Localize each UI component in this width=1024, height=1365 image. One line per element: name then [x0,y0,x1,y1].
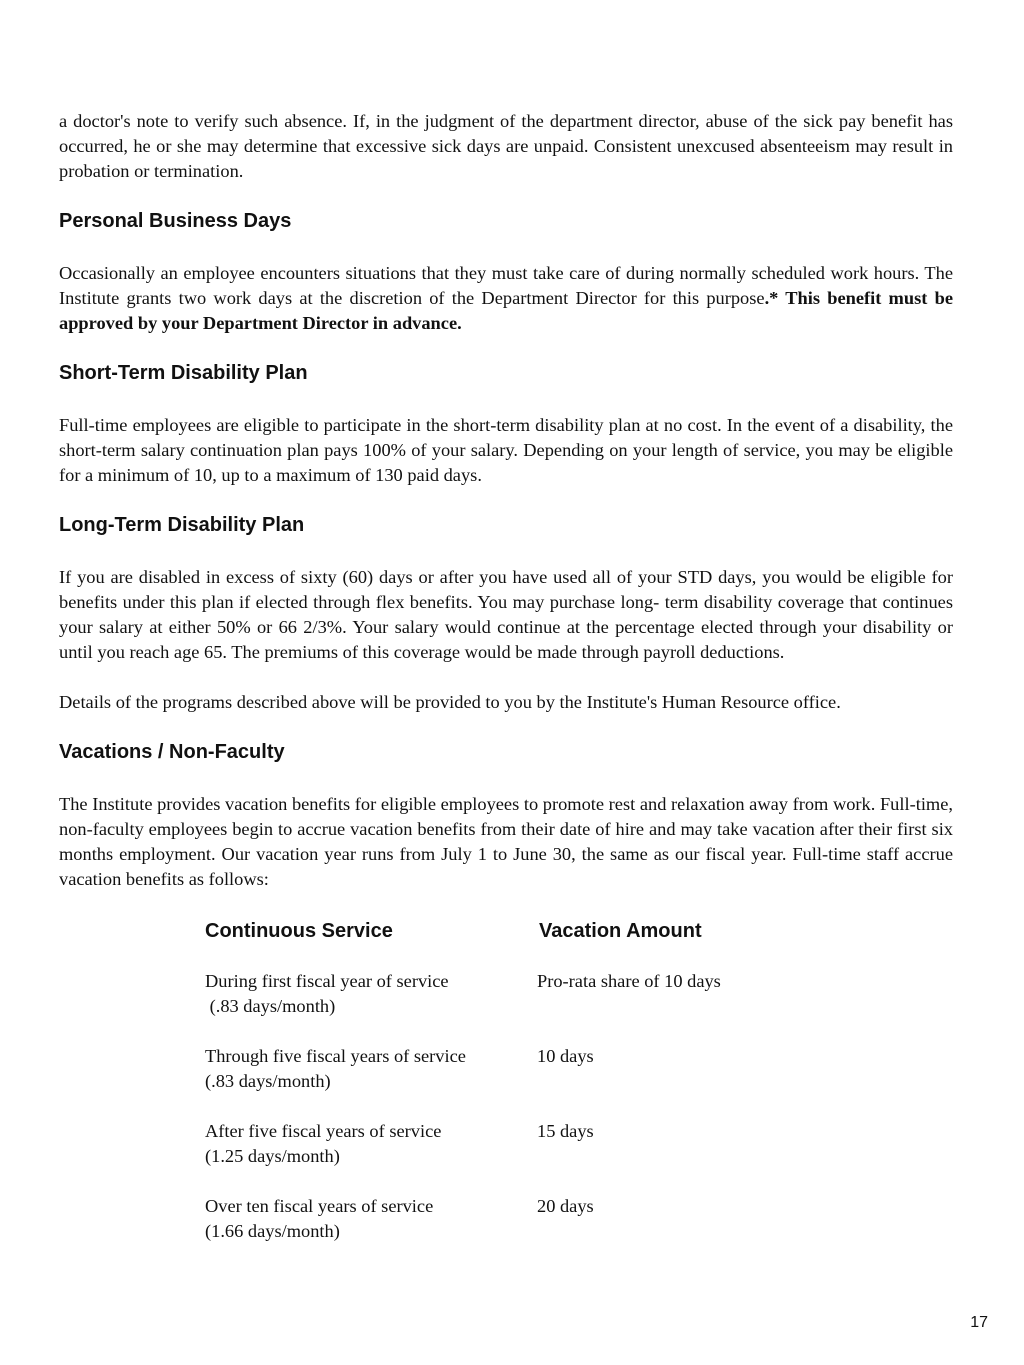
service-cell [205,969,537,1019]
continuous-service-header: Continuous Service [205,920,393,942]
table-row [205,1194,825,1244]
long-term-disability-heading: Long-Term Disability Plan [59,514,305,536]
personal-business-paragraph [59,261,953,336]
personal-business-heading: Personal Business Days [59,210,292,232]
vacation-amount-header: Vacation Amount [539,920,702,942]
vacations-paragraph: The Institute provides vacation benefits for eligible employees to promote rest and relaxation away from work. Full-time, non-faculty employees begin to accrue vacation benefits from their date of hire and may take vacation after their first six months employment. Our vacation year runs from July 1 to June 30, the same as our fiscal year. Full-time staff accrue vacation benefits as follows: [59,794,953,889]
personal-business-approval-note: .* This benefit must be approved by your Department Director in advance. [59,288,953,333]
accrual-rate: (.83 days/month) [205,1071,331,1091]
service-cell [205,1119,537,1169]
vacation-table [205,919,825,1244]
program-details-paragraph: Details of the programs described above will be provided to you by the Institute's Human Resource office. [59,692,841,712]
table-row [205,1119,825,1169]
vacation-amount: Pro-rata share of 10 days [537,971,721,991]
table-row [205,1044,825,1094]
page-number: 17 [970,1314,988,1331]
service-label: After five fiscal years of service [205,1121,442,1141]
accrual-rate: (.83 days/month) [205,996,336,1016]
service-cell [205,1044,537,1094]
table-row [205,969,825,1019]
intro-paragraph: a doctor's note to verify such absence. If, in the judgment of the department director, abuse of the sick pay benefit has occurred, he or she may determine that excessive sick days are unpaid. Consistent unexcused absenteeism may result in probation or termination. [59,111,953,181]
vacations-heading: Vacations / Non-Faculty [59,741,285,763]
vacation-amount: 10 days [537,1046,594,1066]
service-label: Over ten fiscal years of service [205,1196,434,1216]
vacation-amount: 15 days [537,1121,594,1141]
vacation-table-header [205,919,825,944]
short-term-disability-paragraph: Full-time employees are eligible to participate in the short-term disability plan at no cost. In the event of a disability, the short-term salary continuation plan pays 100% of your salary. Depending on your length of service, you may be eligible for a minimum of 10, up to a maximum of 130 paid days. [59,415,953,485]
personal-business-text: Occasionally an employee encounters situations that they must take care of during normally scheduled work hours. The Institute grants two work days at the discretion of the Department Director for this purpose [59,263,953,308]
accrual-rate: (1.66 days/month) [205,1221,340,1241]
service-label: During first fiscal year of service [205,971,449,991]
service-cell [205,1194,537,1244]
service-label: Through five fiscal years of service [205,1046,466,1066]
long-term-disability-paragraph: If you are disabled in excess of sixty (60) days or after you have used all of your STD days, you would be eligible for benefits under this plan if elected through flex benefits. You may purchase long- term disability coverage that continues your salary at either 50% or 66 2/3%. Your salary would continue at the percentage elected through your disability or until you reach age 65. The premiums of this coverage would be made through payroll deductions. [59,567,953,662]
document-page [59,109,953,1244]
vacation-amount: 20 days [537,1196,594,1216]
short-term-disability-heading: Short-Term Disability Plan [59,362,308,384]
accrual-rate: (1.25 days/month) [205,1146,340,1166]
